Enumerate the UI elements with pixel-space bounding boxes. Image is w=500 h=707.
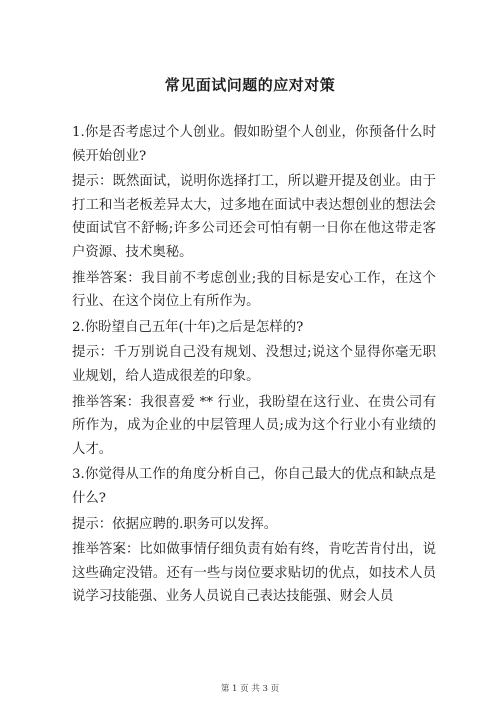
document-body xyxy=(72,121,436,609)
question-2: 2.你盼望自己五年(十年)之后是怎样的? xyxy=(72,319,304,335)
answer-1: 推举答案：我目前不考虑创业;我的目标是安心工作，在这个行业、在这个岗位上有所作为。 xyxy=(72,270,436,310)
answer-3: 推举答案：比如做事情仔细负责有始有终，肯吃苦肯付出，说这些确定没错。还有一些与岗位要求贴切的优点，如技术人员说学习技能强、业务人员说自己表达技能强、财会人员 xyxy=(72,542,436,605)
answer-2: 推举答案：我很喜爱 ** 行业，我盼望在这行业、在贵公司有所作为，成为企业的中层管理人员;成为这个行业小有业绩的人才。 xyxy=(72,394,436,457)
page-title: 常见面试问题的应对对策 xyxy=(164,76,336,94)
hint-2: 提示：千万别说自己没有规划、没想过;说这个显得你毫无职业规划，给人造成很差的印象。 xyxy=(72,345,436,384)
question-1: 1.你是否考虑过个人创业。假如盼望个人创业，你预备什么时候开始创业? xyxy=(72,125,436,164)
hint-3: 提示：依据应聘的.职务可以发挥。 xyxy=(72,516,278,532)
hint-1: 提示：既然面试，说明你选择打工，所以避开提及创业。由于打工和当老板差异太大，过多地在面试中表达想创业的想法会使面试官不舒畅;许多公司还会可怕有朝一日你在他这带走客户资源、技术奥秘。 xyxy=(72,174,436,260)
question-3: 3.你觉得从工作的角度分析自己，你自己最大的优点和缺点是什么? xyxy=(72,467,436,506)
page-footer: 第 1 页 共 3 页 xyxy=(220,684,280,694)
